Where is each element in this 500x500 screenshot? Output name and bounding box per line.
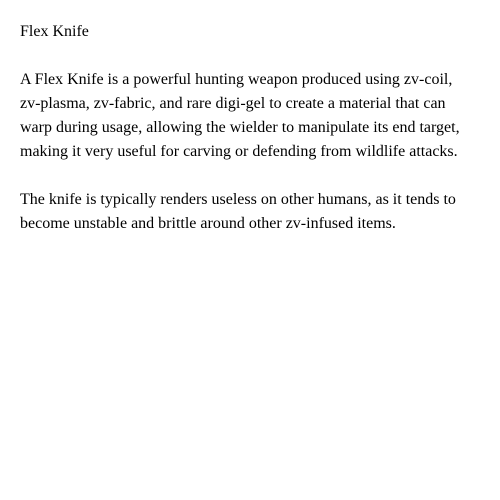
paragraph-limitations: The knife is typically renders useless on other humans, as it tends to become unstable and brittle around other zv-infused items. bbox=[20, 191, 456, 232]
paragraph-description: A Flex Knife is a powerful hunting weapon produced using zv-coil, zv-plasma, zv-fabric, and rare digi-gel to create a material that can warp during usage, allowing the wielder to manipulate its end target, making it very useful for carving or defending from wildlife attacks. bbox=[20, 71, 460, 160]
document-body bbox=[20, 20, 470, 236]
document-title: Flex Knife bbox=[20, 23, 89, 40]
